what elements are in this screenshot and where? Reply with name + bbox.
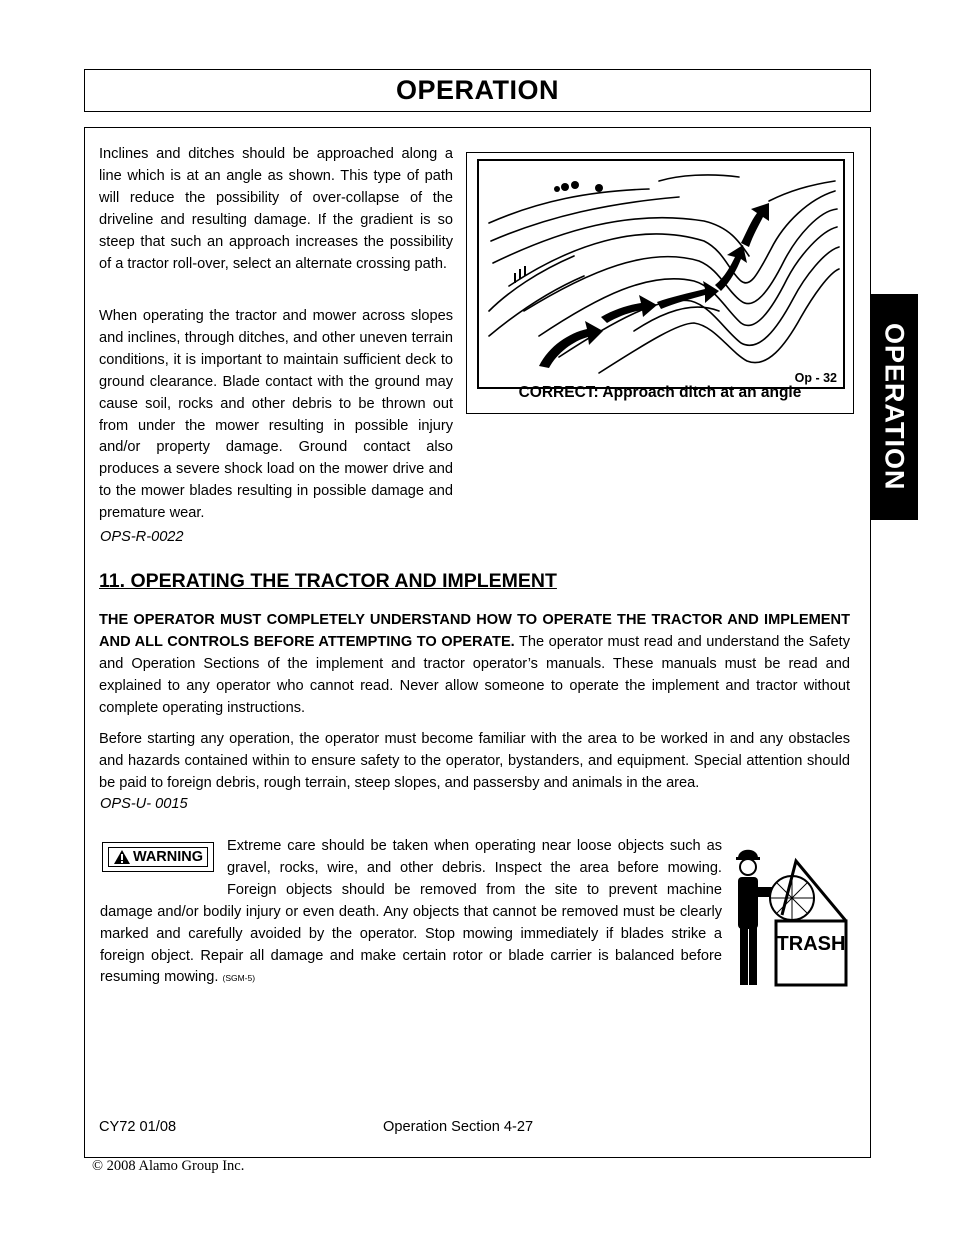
warning-paragraph-text: Extreme care should be taken when operating near loose objects such as gravel, rocks, wire, and other debris. Inspect the area before mowing. Foreign objects should be removed from the site to prevent machine damage and/or bodily injury or even death. Any objects that cannot be removed must be clearly marked and carefully avoided by the operator. Stop mowing immediately if blades strike a foreign object. Repair all damage and make certain rotor or blade carrier is balanced before resuming mowing.	[100, 838, 722, 986]
intro-paragraph-2: When operating the tractor and mower across slopes and inclines, through ditches, and other uneven terrain conditions, it is important to maintain sufficient deck to ground clearance. Blade contact with the ground may cause soil, rocks and other debris to be thrown out from under the mower resulting in possible injury and/or property damage. Ground contact also produces a severe shock load on the mower drive and to the mower blades resulting in possible damage and premature wear.	[99, 308, 453, 522]
section-side-tab	[870, 294, 918, 520]
page-header-title: OPERATION	[395, 75, 559, 105]
section-paragraph-1-rest: The operator must read and understand the Safety and Operation Sections of the implement and tractor operator’s manuals. These manuals must be read and explained to any operator who cannot read. Never allow someone to operate the implement and tractor without complete operating instructions.	[99, 633, 851, 716]
section-bold-lead: THE OPERATOR MUST COMPLETELY UNDERSTAND HOW TO OPERATE THE TRACTOR AND IMPLEMENT AND ALL CONTROLS BEFORE ATTEMPTING TO OPERATE.	[99, 612, 850, 650]
warning-paragraph	[100, 836, 722, 990]
warning-badge-label: WARNING	[132, 849, 204, 865]
section-title: 11. OPERATING THE TRACTOR AND IMPLEMENT	[99, 570, 557, 592]
ditch-illustration	[479, 161, 843, 387]
intro-paragraph-1: Inclines and ditches should be approached along a line which is at an angle as shown. This type of path will reduce the possibility of over-collapse of the driveline and resulting damage. If the gradient is so steep that such an approach increases the possibility of a tractor roll-over, select an alternate crossing path.	[99, 146, 453, 272]
figure-code: Op - 32	[794, 371, 837, 385]
trash-label: TRASH	[776, 933, 846, 955]
header-box	[84, 69, 871, 112]
ditch-figure	[466, 152, 854, 414]
copyright: © 2008 Alamo Group Inc.	[92, 1158, 245, 1174]
footer-center: Operation Section 4-27	[383, 1119, 534, 1135]
section-code: OPS-U- 0015	[100, 796, 188, 812]
footer-left: CY72 01/08	[99, 1119, 177, 1135]
worker-trash-icon	[734, 843, 848, 989]
warning-code: (SGM-5)	[222, 973, 256, 984]
section-paragraph-2: Before starting any operation, the operator must become familiar with the area to be worked in and any obstacles and hazards contained within to ensure safety to the operator, bystanders, and equipment. Special attention should be paid to foreign debris, rough terrain, steep slopes, and passersby and animals in the area.	[99, 731, 850, 791]
figure-caption: CORRECT: Approach ditch at an angle	[518, 384, 802, 401]
section-paragraph-1	[99, 610, 850, 720]
side-tab-label: OPERATION	[879, 323, 910, 491]
warning-float-spacer	[100, 836, 227, 880]
ditch-illustration-frame	[477, 159, 845, 389]
worker-trash-illustration	[734, 843, 848, 989]
intro-code: OPS-R-0022	[100, 529, 184, 545]
